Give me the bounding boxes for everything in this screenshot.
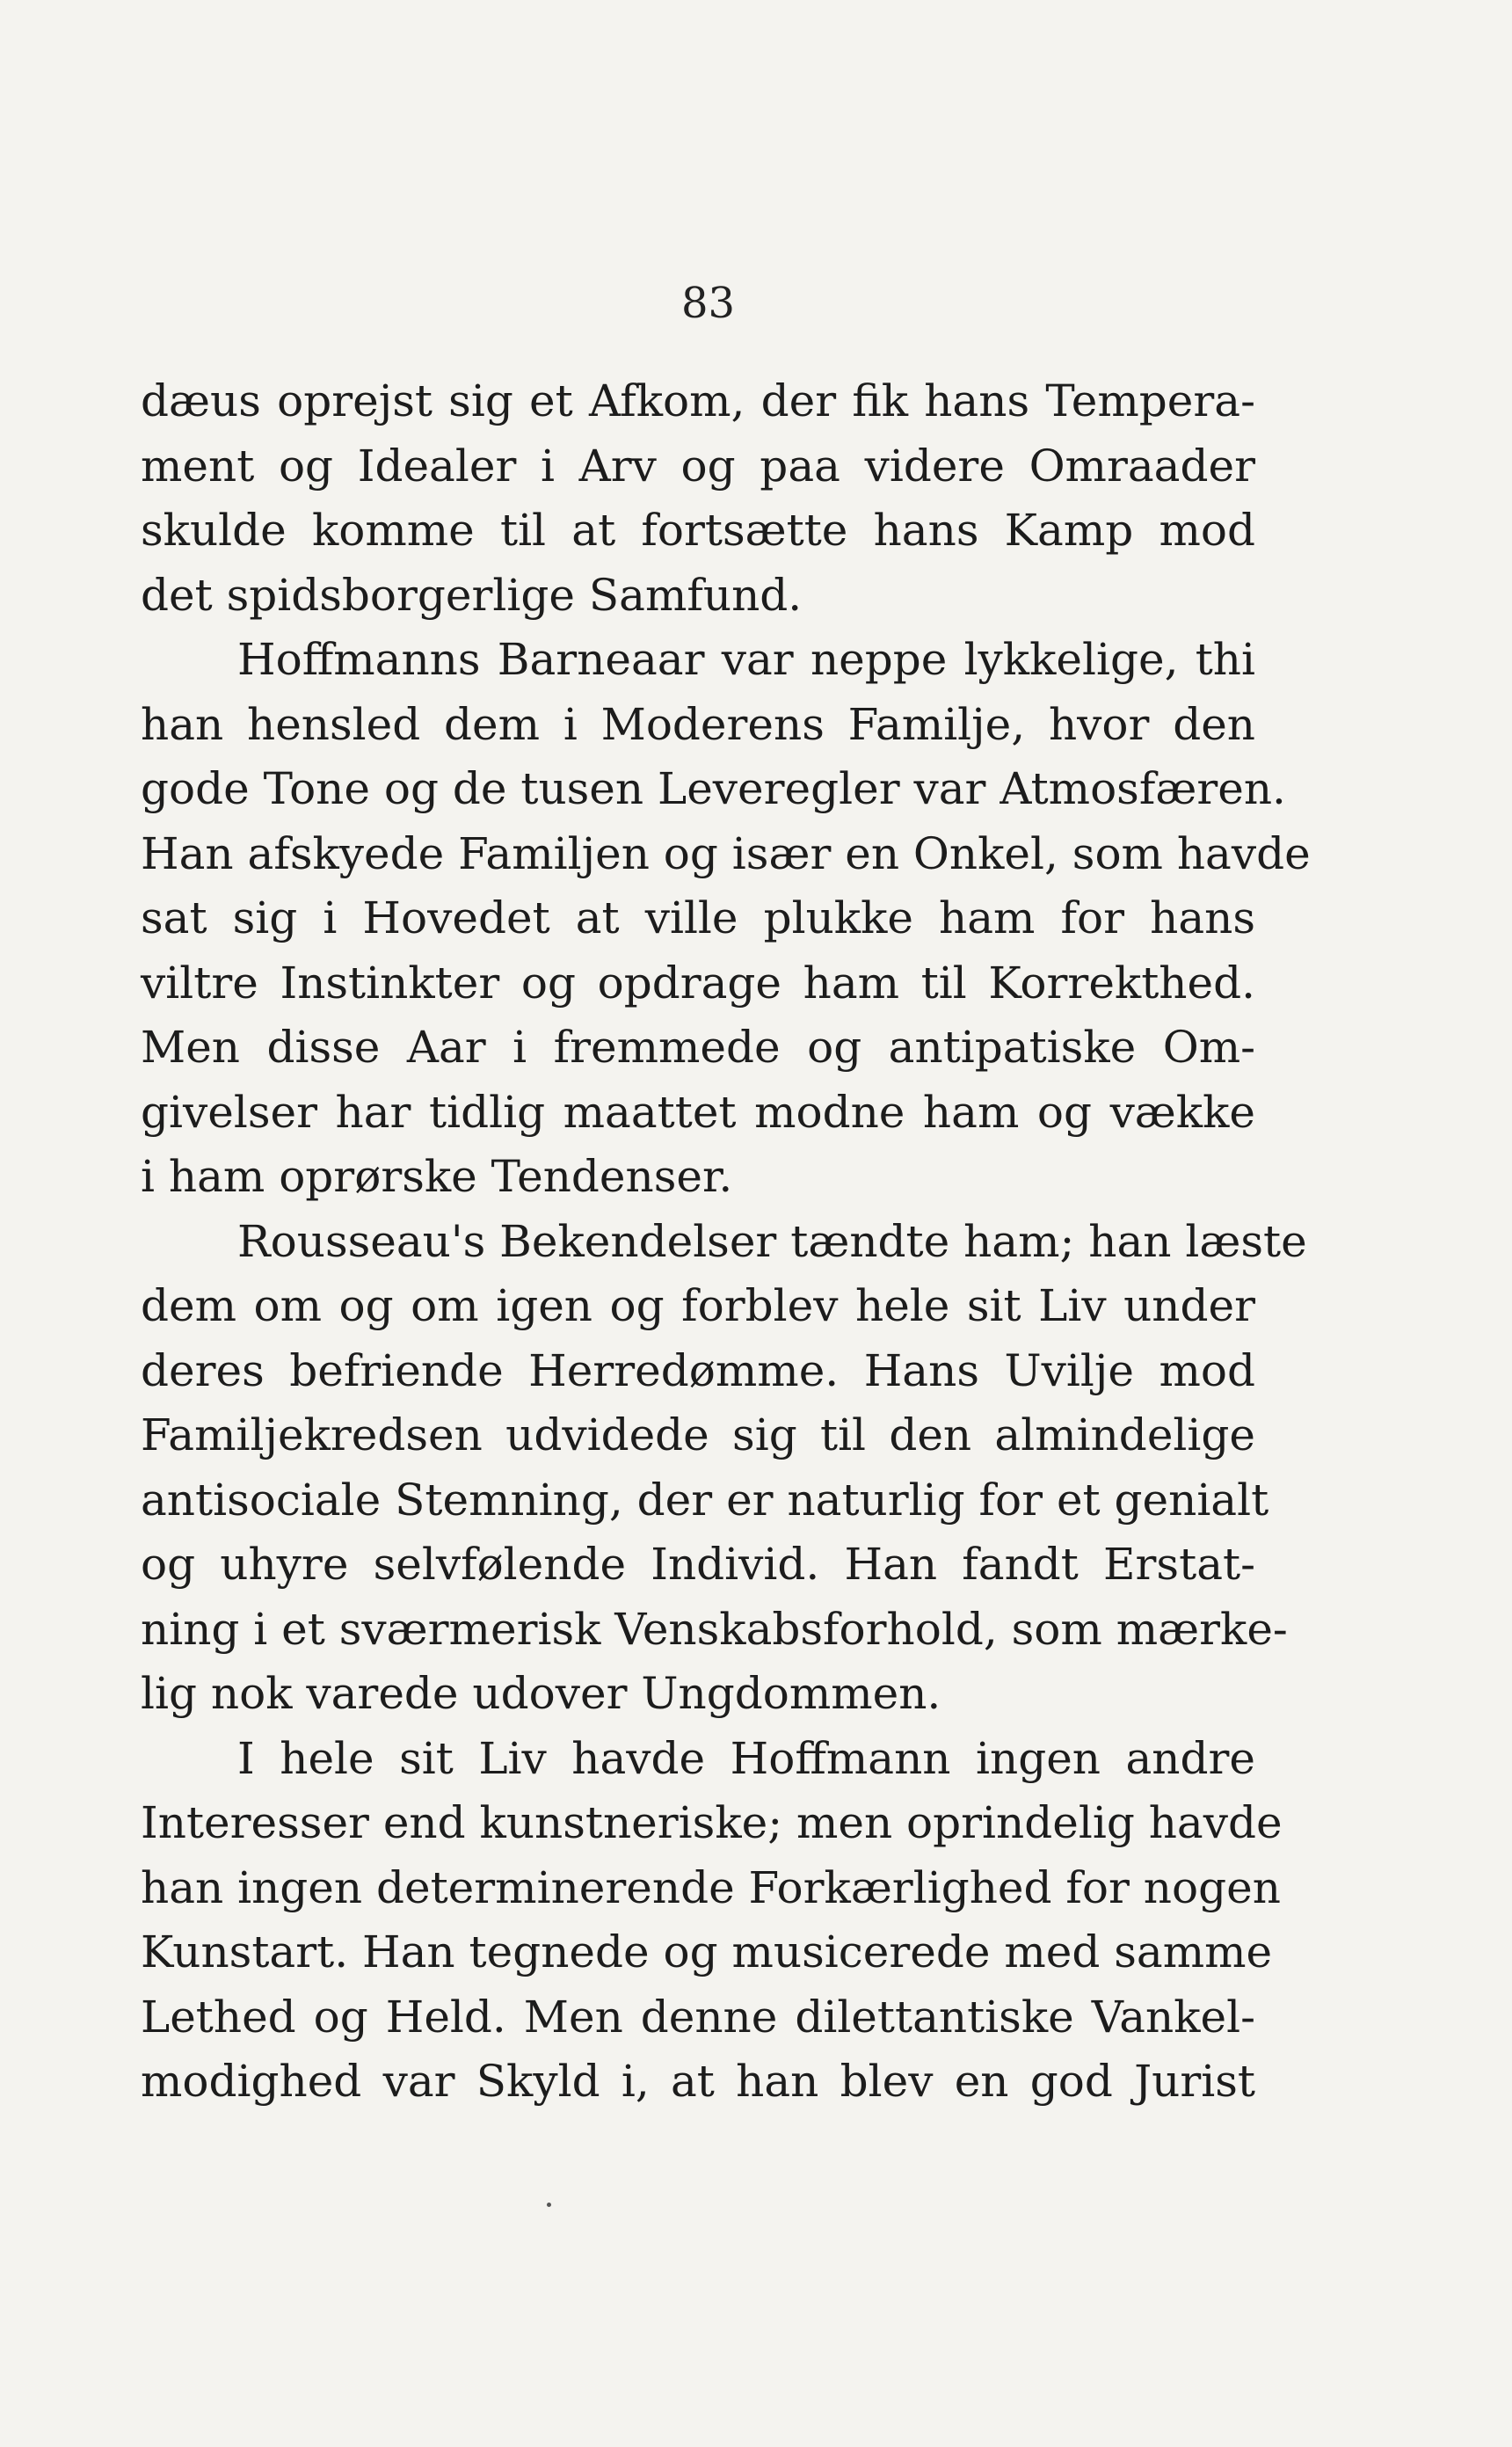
text-line: gode Tone og de tusen Leveregler var Atmosfæren. — [141, 763, 1286, 814]
page-number: 83 — [681, 279, 736, 328]
text-line: Men disse Aar i fremmede og antipatiske Om- — [141, 1022, 1255, 1073]
text-line: Lethed og Held. Men denne dilettantiske Vankel- — [141, 1991, 1255, 2043]
text-line: det spidsborgerlige Samfund. — [141, 569, 803, 621]
body-text — [141, 369, 1311, 2115]
text-line: og uhyre selvfølende Individ. Han fandt Erstat- — [141, 1539, 1255, 1590]
text-line: givelser har tidlig maattet modne ham og vække — [141, 1086, 1255, 1138]
text-line: Kunstart. Han tegnede og musicerede med samme — [141, 1926, 1273, 1977]
text-line: Rousseau's Bekendelser tændte ham; han læste — [237, 1215, 1307, 1267]
text-line: Hoffmanns Barneaar var neppe lykkelige, thi — [237, 634, 1255, 685]
text-line: viltre Instinkter og opdrage ham til Korrekthed. — [141, 957, 1255, 1009]
text-line: deres befriende Herredømme. Hans Uvilje mod — [141, 1344, 1255, 1396]
text-line: I hele sit Liv havde Hoffmann ingen andre — [237, 1732, 1255, 1784]
text-line: Han afskyede Familjen og især en Onkel, som havde — [141, 827, 1311, 879]
text-line: han ingen determinerende Forkærlighed for nogen — [141, 1861, 1281, 1913]
text-line: i ham oprørske Tendenser. — [141, 1151, 733, 1202]
text-line: lig nok varede udover Ungdommen. — [141, 1668, 941, 1719]
text-line: sat sig i Hovedet at ville plukke ham for hans — [141, 892, 1255, 943]
paper-speck — [547, 2203, 551, 2207]
text-line: ning i et sværmerisk Venskabsforhold, som mærke- — [141, 1603, 1288, 1655]
text-line: modighed var Skyld i, at han blev en god Jurist — [141, 2056, 1255, 2107]
text-line: antisociale Stemning, der er naturlig for et genialt — [141, 1474, 1269, 1526]
text-line: han hensled dem i Moderens Familje, hvor den — [141, 698, 1255, 750]
text-line: dæus oprejst sig et Afkom, der fik hans Tempera- — [141, 375, 1255, 426]
text-line: Interesser end kunstneriske; men oprindelig havde — [141, 1797, 1283, 1848]
text-line: skulde komme til at fortsætte hans Kamp mod — [141, 505, 1255, 556]
text-line: Familjekredsen udvidede sig til den almindelige — [141, 1409, 1255, 1460]
text-line: ment og Idealer i Arv og paa videre Omraader — [141, 440, 1255, 492]
text-line: dem om og om igen og forblev hele sit Liv under — [141, 1280, 1255, 1331]
